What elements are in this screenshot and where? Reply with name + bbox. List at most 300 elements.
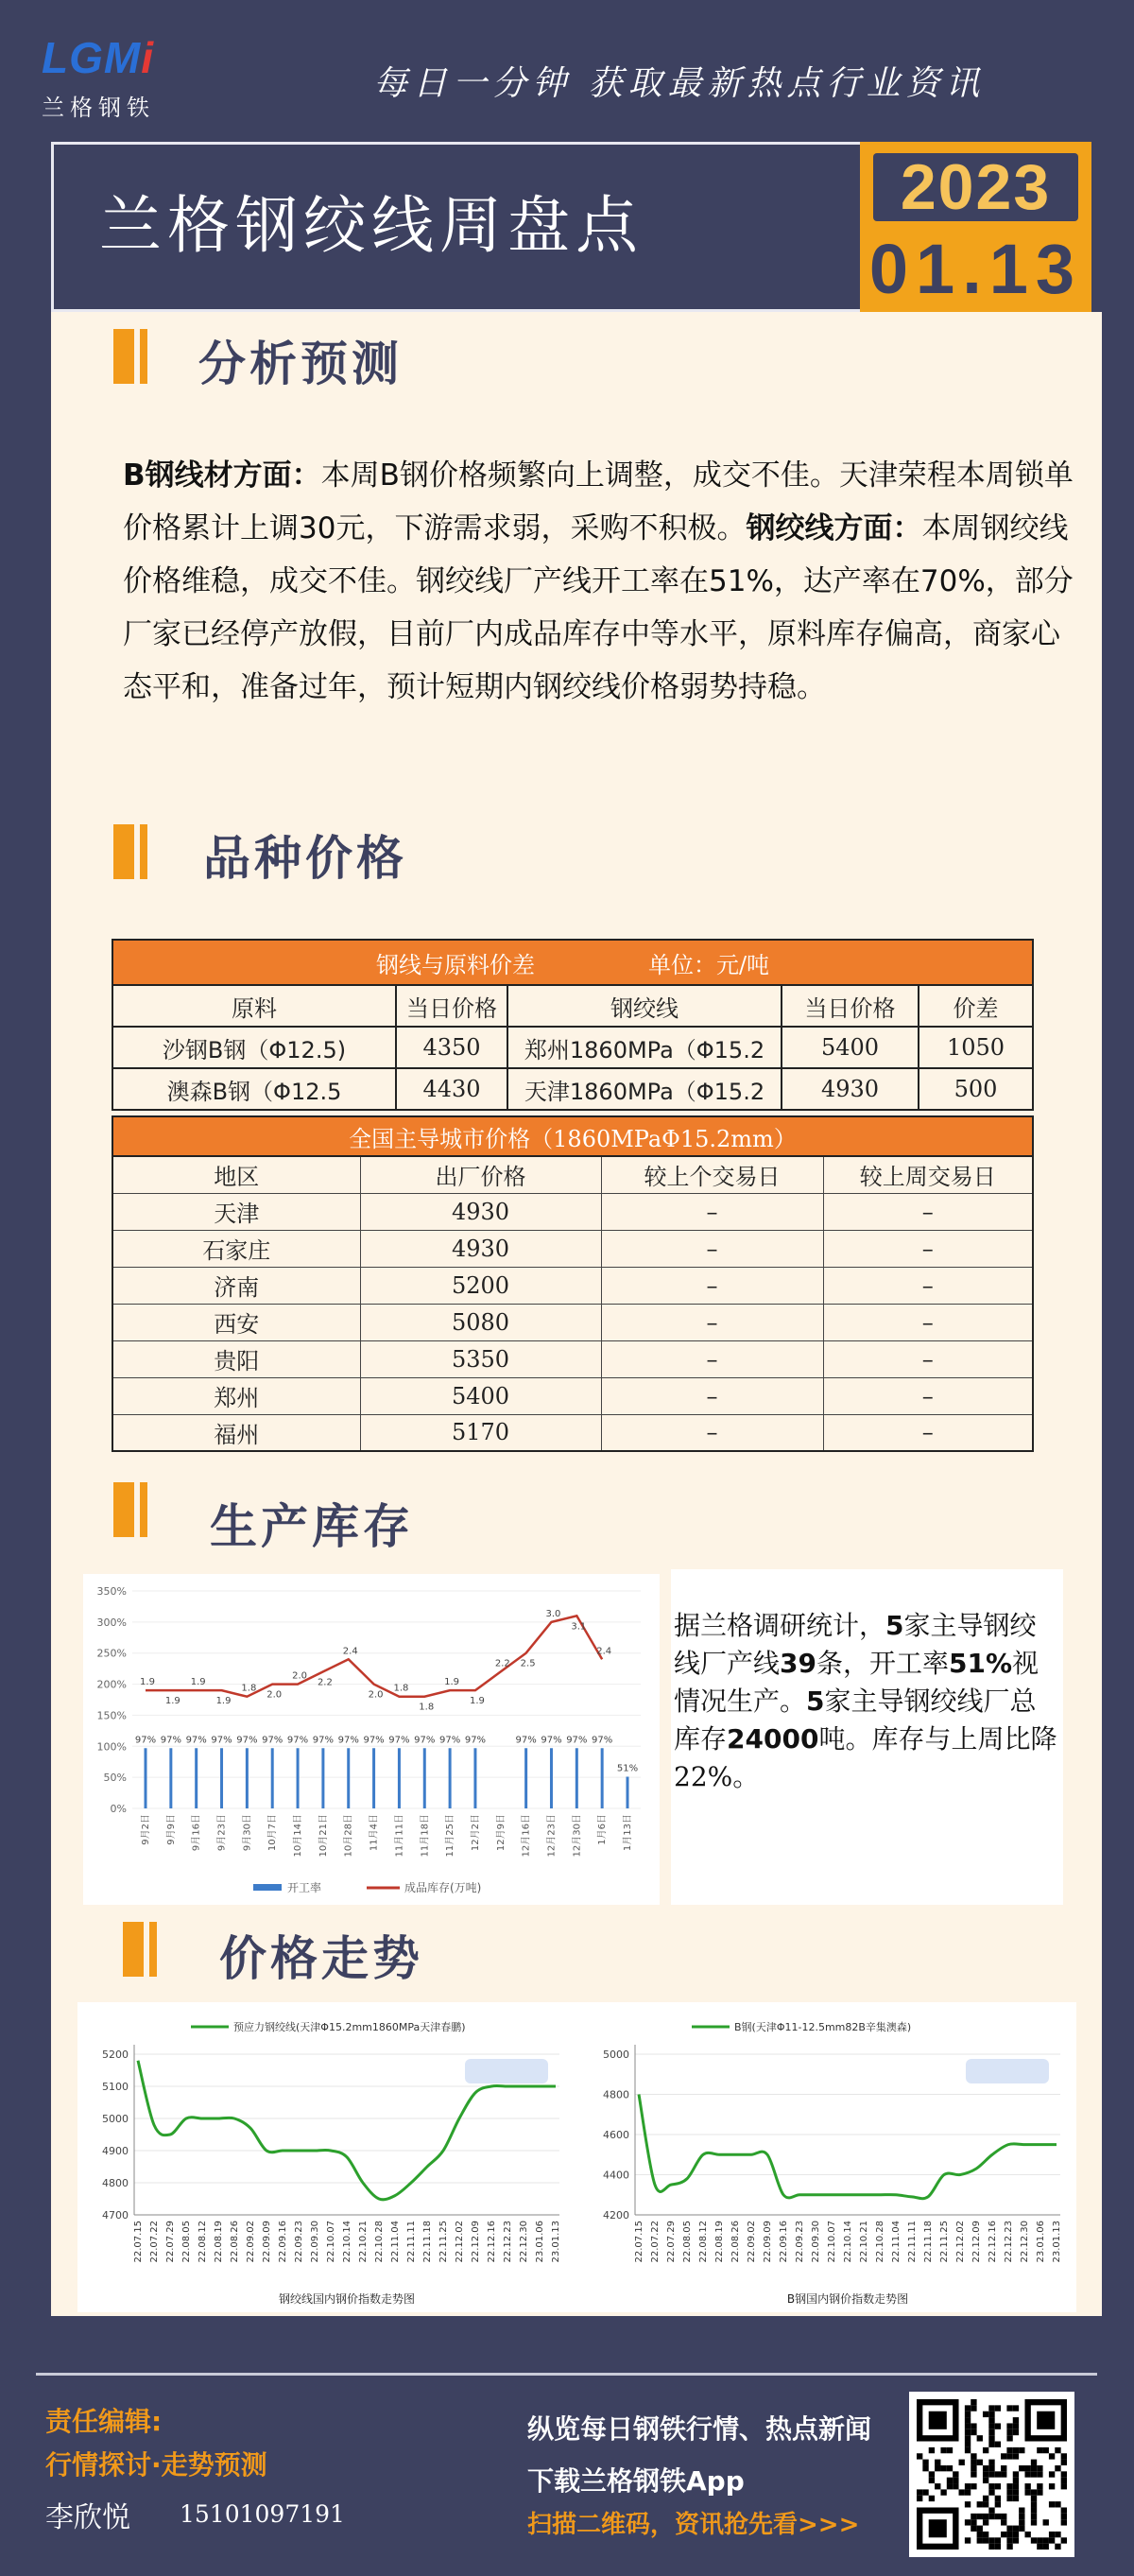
x-tick-label: 22.11.04: [390, 2221, 401, 2263]
qr-module: [959, 2460, 965, 2465]
qr-module: [988, 2507, 994, 2513]
y-tick-label: 5000: [102, 2113, 129, 2125]
qr-module: [929, 2447, 935, 2453]
table-header: 较上个交易日: [601, 1156, 823, 1193]
x-tick-label: 11月25日: [445, 1814, 456, 1858]
bar-mark: [195, 1748, 198, 1808]
x-tick-label: 11月18日: [420, 1814, 431, 1858]
spread-table: [112, 939, 1034, 1111]
qr-module: [995, 2483, 1001, 2489]
qr-module: [983, 2471, 988, 2477]
qr-module: [983, 2501, 988, 2507]
qr-module: [1043, 2537, 1049, 2543]
bar-data-label: 97%: [312, 1735, 335, 1746]
x-tick-label: 9月23日: [216, 1814, 228, 1852]
legend-label: 成品库存(万吨): [404, 1881, 482, 1894]
x-tick-label: 22.11.11: [907, 2221, 918, 2263]
line-data-label: 1.8: [419, 1702, 435, 1713]
section-title-analysis: 分析预测: [198, 337, 403, 391]
qr-module: [1061, 2453, 1067, 2459]
x-tick-label: 23.01.13: [1052, 2221, 1062, 2263]
table-cell: 5200: [360, 1267, 601, 1304]
bar-mark: [297, 1748, 300, 1808]
qr-module: [971, 2453, 976, 2459]
bar-data-label: 97%: [592, 1735, 613, 1746]
x-tick-label: 10月21日: [318, 1814, 329, 1858]
bar-data-label: 51%: [616, 1763, 639, 1774]
bar-data-label: 97%: [566, 1735, 588, 1746]
x-tick-label: 22.09.23: [294, 2221, 304, 2263]
qr-module: [965, 2442, 971, 2447]
qr-module: [1013, 2483, 1019, 2489]
qr-module: [965, 2417, 971, 2423]
qr-module: [953, 2471, 958, 2477]
analysis-lead-1: B钢线材方面：: [123, 458, 321, 493]
city-price-table: [112, 1115, 1034, 1452]
line-data-label: 1.8: [241, 1683, 257, 1694]
y-tick-label: 4900: [102, 2145, 129, 2157]
y-tick-label: 4700: [102, 2209, 129, 2222]
qr-module: [983, 2465, 988, 2471]
table-cell: 4930: [360, 1230, 601, 1267]
line-data-label: 3.1: [571, 1621, 587, 1633]
qr-module: [1061, 2519, 1067, 2525]
qr-module: [1061, 2460, 1067, 2465]
table-cell: 西安: [112, 1304, 360, 1340]
qr-module: [965, 2501, 971, 2507]
table-cell: 福州: [112, 1414, 360, 1451]
x-tick-label: 22.09.30: [310, 2221, 320, 2263]
qr-module: [953, 2478, 958, 2483]
qr-module: [1031, 2489, 1037, 2495]
qr-module: [971, 2465, 976, 2471]
qr-module: [977, 2532, 983, 2537]
qr-module: [1019, 2447, 1024, 2453]
qr-module: [965, 2483, 971, 2489]
table-row: [112, 1068, 1033, 1110]
qr-code[interactable]: [909, 2392, 1074, 2557]
qr-module: [1031, 2465, 1037, 2471]
qr-module: [1037, 2537, 1042, 2543]
qr-module: [1013, 2532, 1019, 2537]
qr-module: [1006, 2496, 1012, 2501]
table-row: [112, 1193, 1033, 1230]
date-badge: [860, 142, 1091, 312]
y-tick-label: 5200: [102, 2049, 129, 2061]
table-cell: 5080: [360, 1304, 601, 1340]
logo-mark: LGMi: [42, 33, 154, 82]
production-chart: [83, 1574, 660, 1905]
qr-module: [971, 2514, 976, 2519]
qr-module: [1013, 2447, 1019, 2453]
qr-module: [988, 2423, 994, 2429]
qr-module: [971, 2460, 976, 2465]
qr-module: [1013, 2453, 1019, 2459]
x-tick-label: 9月9日: [165, 1814, 177, 1845]
table-cell: –: [601, 1267, 823, 1304]
x-tick-label: 22.09.30: [811, 2221, 821, 2263]
qr-module: [1049, 2532, 1055, 2537]
spread-table-unit: 单位：元/吨: [647, 951, 770, 978]
section-marker: [113, 824, 151, 879]
x-tick-label: 22.07.29: [666, 2221, 677, 2263]
analysis-text-2: 本周钢绞线价格维稳，成交不佳。钢绞线厂产线开工率在51%，达产率在70%，部分厂家已经停产放假，目前厂内成品库存中等水平，原料库存偏高，商家心态平和，准备过年，预计短期内钢绞线价格弱势持稳。: [123, 511, 1074, 704]
bar-mark: [423, 1748, 426, 1808]
table-cell: 5400: [360, 1377, 601, 1414]
qr-module: [1031, 2496, 1037, 2501]
bar-mark: [627, 1776, 629, 1808]
qr-module: [971, 2423, 976, 2429]
table-row: [112, 1027, 1033, 1068]
table-header: 当日价格: [396, 985, 507, 1027]
qr-module: [995, 2501, 1001, 2507]
x-tick-label: 22.08.19: [214, 2221, 224, 2263]
table-header: 出厂价格: [360, 1156, 601, 1193]
qr-module: [947, 2465, 953, 2471]
x-tick-label: 23.01.13: [551, 2221, 561, 2263]
bar-data-label: 97%: [363, 1735, 385, 1746]
qr-module: [971, 2429, 976, 2435]
table-row: [112, 1377, 1033, 1414]
qr-module: [1006, 2489, 1012, 2495]
table-header: 地区: [112, 1156, 360, 1193]
table-cell: –: [823, 1230, 1033, 1267]
qr-module: [1001, 2465, 1006, 2471]
qr-module: [1031, 2460, 1037, 2465]
qr-module: [1024, 2532, 1030, 2537]
qr-module: [1013, 2537, 1019, 2543]
x-tick-label: 1月6日: [597, 1814, 609, 1845]
table-cell: 4350: [396, 1027, 507, 1068]
x-axis-label: 钢绞线国内钢价指数走势图: [278, 2292, 416, 2306]
qr-module: [947, 2447, 953, 2453]
bar-data-label: 97%: [388, 1735, 410, 1746]
qr-module: [1001, 2471, 1006, 2477]
qr-module: [1013, 2405, 1019, 2411]
qr-module: [922, 2465, 928, 2471]
line-data-label: 2.0: [368, 1689, 384, 1701]
qr-module: [947, 2483, 953, 2489]
qr-module: [995, 2423, 1001, 2429]
bar-data-label: 97%: [337, 1735, 359, 1746]
qr-module: [977, 2460, 983, 2465]
x-tick-label: 11月11日: [394, 1814, 405, 1858]
table-header: 原料: [112, 985, 396, 1027]
bar-data-label: 97%: [211, 1735, 232, 1746]
y-tick-label: 5000: [603, 2049, 629, 2061]
qr-module: [965, 2429, 971, 2435]
qr-module: [947, 2478, 953, 2483]
qr-module: [988, 2460, 994, 2465]
x-tick-label: 22.09.23: [795, 2221, 805, 2263]
y-tick-label: 250%: [96, 1647, 127, 1660]
qr-module: [1006, 2423, 1012, 2429]
spread-table-title: 钢线与原料价差 单位：元/吨: [112, 940, 1033, 985]
editor-label: 责任编辑:: [45, 2406, 163, 2437]
line-data-label: 2.5: [520, 1658, 536, 1669]
qr-module: [965, 2405, 971, 2411]
x-tick-label: 12月16日: [521, 1814, 532, 1858]
qr-module: [935, 2483, 940, 2489]
bar-data-label: 97%: [160, 1735, 181, 1746]
qr-module: [1013, 2489, 1019, 2495]
qr-module: [1006, 2544, 1012, 2550]
qr-module: [1013, 2423, 1019, 2429]
table-cell: 4430: [396, 1068, 507, 1110]
x-tick-label: 22.10.07: [827, 2221, 837, 2263]
qr-module: [1006, 2447, 1012, 2453]
section-marker: [113, 1482, 151, 1537]
table-cell: 500: [919, 1068, 1033, 1110]
qr-module: [988, 2483, 994, 2489]
x-tick-label: 9月16日: [191, 1814, 202, 1852]
line-data-label: 2.4: [596, 1646, 612, 1657]
qr-module: [988, 2465, 994, 2471]
x-tick-label: 22.09.09: [763, 2221, 773, 2263]
table-row: [112, 1230, 1033, 1267]
qr-module: [1024, 2465, 1030, 2471]
section-title-production: 生产库存: [210, 1499, 414, 1554]
y-tick-label: 100%: [96, 1740, 127, 1754]
qr-module: [988, 2544, 994, 2550]
table-cell: 5170: [360, 1414, 601, 1451]
qr-module: [977, 2537, 983, 2543]
line-data-label: 1.9: [190, 1677, 206, 1688]
y-tick-label: 4200: [603, 2209, 629, 2222]
qr-module: [983, 2514, 988, 2519]
table-header: 价差: [919, 985, 1033, 1027]
qr-module: [1037, 2483, 1042, 2489]
table-cell: 5350: [360, 1340, 601, 1377]
qr-module: [1055, 2501, 1060, 2507]
bar-data-label: 97%: [262, 1735, 284, 1746]
table-cell: –: [601, 1414, 823, 1451]
qr-module: [1055, 2532, 1060, 2537]
slogan: 每日一分钟 获取最新热点行业资讯: [373, 64, 986, 103]
table-cell: 贵阳: [112, 1340, 360, 1377]
qr-module: [1019, 2514, 1024, 2519]
bar-data-label: 97%: [185, 1735, 207, 1746]
qr-module: [1049, 2471, 1055, 2477]
line-data-label: 2.0: [292, 1670, 308, 1682]
qr-module: [1055, 2447, 1060, 2453]
bar-mark: [576, 1748, 578, 1808]
x-tick-label: 22.07.15: [133, 2221, 144, 2263]
qr-module: [922, 2460, 928, 2465]
x-tick-label: 22.11.04: [891, 2221, 902, 2263]
qr-module: [1006, 2532, 1012, 2537]
page-title: 兰格钢绞线周盘点: [99, 189, 644, 262]
y-tick-label: 150%: [96, 1709, 127, 1722]
bar-mark: [347, 1748, 350, 1808]
qr-module: [995, 2544, 1001, 2550]
line-data-label: 3.0: [545, 1608, 561, 1619]
qr-module: [965, 2412, 971, 2417]
x-tick-label: 10月28日: [343, 1814, 354, 1858]
y-tick-label: 200%: [96, 1678, 127, 1691]
qr-module: [977, 2526, 983, 2532]
qr-module: [1049, 2501, 1055, 2507]
qr-module: [1031, 2514, 1037, 2519]
bar-mark: [169, 1748, 172, 1808]
qr-module: [983, 2537, 988, 2543]
qr-module: [1001, 2453, 1006, 2459]
qr-module: [1006, 2453, 1012, 2459]
qr-module: [1061, 2507, 1067, 2513]
qr-module: [995, 2471, 1001, 2477]
qr-module: [983, 2478, 988, 2483]
x-tick-label: 22.09.16: [779, 2221, 789, 2263]
x-tick-label: 22.07.22: [650, 2221, 661, 2263]
qr-module: [995, 2405, 1001, 2411]
qr-module: [1031, 2501, 1037, 2507]
section-title-price: 品种价格: [203, 831, 407, 886]
qr-module: [940, 2465, 946, 2471]
line-data-label: 1.9: [164, 1696, 180, 1707]
qr-module: [1006, 2435, 1012, 2441]
date-day: 01.13: [868, 230, 1083, 308]
x-tick-label: 22.09.16: [278, 2221, 288, 2263]
qr-module: [1061, 2478, 1067, 2483]
qr-module: [1024, 2471, 1030, 2477]
x-tick-label: 22.08.12: [198, 2221, 208, 2263]
bar-data-label: 97%: [134, 1735, 157, 1746]
x-tick-label: 22.12.16: [988, 2221, 998, 2263]
x-tick-label: 9月2日: [141, 1814, 151, 1845]
table-cell: 4930: [782, 1068, 919, 1110]
qr-module: [971, 2471, 976, 2477]
x-tick-label: 22.10.14: [342, 2221, 352, 2263]
qr-module: [917, 2453, 922, 2459]
table-cell: –: [823, 1340, 1033, 1377]
table-cell: 天津1860MPa（Φ15.2: [507, 1068, 782, 1110]
y-tick-label: 0%: [110, 1803, 127, 1815]
qr-module: [929, 2471, 935, 2477]
qr-module: [995, 2537, 1001, 2543]
x-tick-label: 22.08.05: [181, 2221, 192, 2263]
bar-data-label: 97%: [414, 1735, 436, 1746]
bar-data-label: 97%: [286, 1735, 309, 1746]
x-tick-label: 22.12.16: [487, 2221, 497, 2263]
qr-module: [983, 2496, 988, 2501]
table-row: [112, 1340, 1033, 1377]
qr-module: [983, 2519, 988, 2525]
qr-module: [988, 2435, 994, 2441]
x-tick-label: 22.10.14: [843, 2221, 853, 2263]
x-tick-label: 10月14日: [293, 1814, 304, 1858]
city-table-title: 全国主导城市价格（1860MPaΦ15.2mm）: [112, 1116, 1033, 1156]
x-tick-label: 22.08.26: [730, 2221, 741, 2263]
bsteel-price-chart: [578, 2002, 1076, 2312]
qr-module: [1024, 2489, 1030, 2495]
promo-line-1: 纵览每日钢铁行情、热点新闻: [527, 2413, 872, 2445]
footer-divider: [36, 2373, 1097, 2376]
bar-mark: [550, 1748, 553, 1808]
qr-module: [988, 2489, 994, 2495]
bar-mark: [372, 1748, 375, 1808]
qr-module: [1043, 2519, 1049, 2525]
x-tick-label: 22.07.29: [165, 2221, 176, 2263]
line-data-label: 1.9: [444, 1677, 460, 1688]
line-data-label: 1.8: [393, 1683, 409, 1694]
qr-module: [977, 2435, 983, 2441]
qr-module: [988, 2405, 994, 2411]
line-data-label: 1.9: [140, 1677, 155, 1688]
table-cell: 济南: [112, 1267, 360, 1304]
qr-module: [971, 2519, 976, 2525]
table-cell: –: [601, 1304, 823, 1340]
qr-module: [1013, 2526, 1019, 2532]
watermark-logo: [465, 2059, 548, 2083]
strand-price-chart: [77, 2002, 578, 2312]
x-tick-label: 22.10.28: [875, 2221, 885, 2263]
bar-mark: [271, 1748, 274, 1808]
x-tick-label: 22.12.09: [471, 2221, 481, 2263]
x-tick-label: 22.12.09: [971, 2221, 982, 2263]
qr-module: [1006, 2526, 1012, 2532]
x-tick-label: 22.08.12: [698, 2221, 709, 2263]
qr-module: [1037, 2447, 1042, 2453]
qr-module: [917, 2489, 922, 2495]
table-cell: 郑州1860MPa（Φ15.2: [507, 1027, 782, 1068]
bar-mark: [524, 1748, 527, 1808]
section-title-trend: 价格走势: [219, 1931, 423, 1986]
table-header: 较上周交易日: [823, 1156, 1033, 1193]
qr-module: [971, 2526, 976, 2532]
qr-module: [995, 2496, 1001, 2501]
qr-module: [988, 2429, 994, 2435]
qr-module: [977, 2514, 983, 2519]
qr-finder: [1037, 2412, 1055, 2429]
chart-title: 预应力钢绞线(天津Φ15.2mm1860MPa天津春鹏): [233, 2021, 466, 2033]
qr-module: [1019, 2465, 1024, 2471]
qr-module: [1013, 2417, 1019, 2423]
bar-data-label: 97%: [438, 1735, 461, 1746]
chart-title: B钢(天津Φ11-12.5mm82B辛集澳森): [734, 2021, 912, 2033]
analysis-lead-2: 钢绞线方面：: [746, 511, 922, 545]
table-cell: –: [823, 1304, 1033, 1340]
qr-module: [1037, 2544, 1042, 2550]
qr-module: [1001, 2519, 1006, 2525]
qr-module: [1031, 2507, 1037, 2513]
date-year: 2023: [873, 153, 1078, 221]
promo-line-3: 扫描二维码，资讯抢先看>>>: [527, 2511, 860, 2539]
qr-module: [953, 2483, 958, 2489]
qr-module: [1031, 2519, 1037, 2525]
qr-module: [1024, 2483, 1030, 2489]
y-tick-label: 4600: [603, 2129, 629, 2141]
table-row: [112, 1304, 1033, 1340]
x-tick-label: 22.12.30: [1020, 2221, 1030, 2263]
line-data-label: 2.0: [266, 1689, 283, 1701]
qr-module: [965, 2489, 971, 2495]
table-row: [112, 1267, 1033, 1304]
qr-module: [1013, 2471, 1019, 2477]
x-tick-label: 22.11.11: [406, 2221, 417, 2263]
qr-module: [971, 2399, 976, 2405]
bsteel-price-chart-svg: [578, 2002, 1076, 2312]
qr-module: [1013, 2429, 1019, 2435]
x-tick-label: 22.09.02: [747, 2221, 757, 2263]
qr-module: [988, 2442, 994, 2447]
qr-module: [977, 2501, 983, 2507]
qr-module: [1006, 2537, 1012, 2543]
qr-module: [983, 2532, 988, 2537]
analysis-paragraph: [123, 449, 1087, 714]
section-marker: [113, 329, 151, 384]
qr-module: [971, 2405, 976, 2411]
qr-module: [1019, 2526, 1024, 2532]
